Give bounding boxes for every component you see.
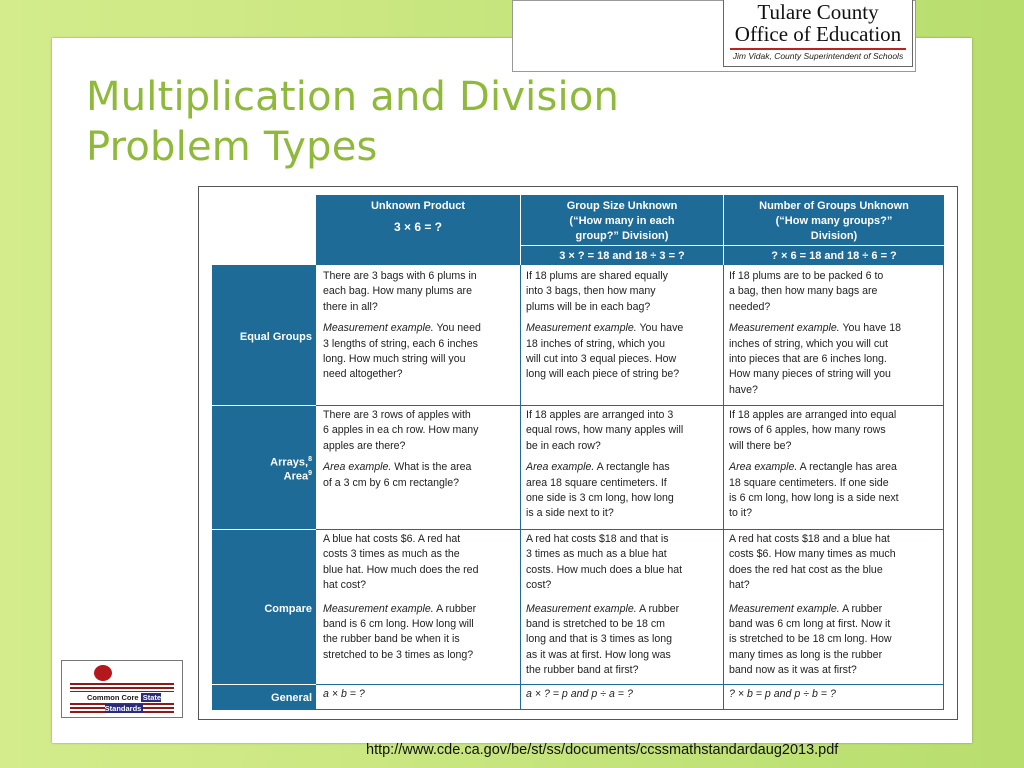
cell-line: needed? — [729, 300, 771, 313]
title-line-2: Problem Types — [86, 124, 378, 170]
row-label-general: General — [271, 692, 312, 704]
cell-line: apples are there? — [323, 439, 406, 452]
cell-arrays-number-of-groups — [729, 408, 941, 522]
cell-line: How many pieces of string will you — [729, 368, 891, 381]
cell-line: into pieces that are 6 inches long. — [729, 353, 887, 366]
cell-line: If 18 apples are arranged into equal — [729, 409, 897, 421]
cell-line: hat cost? — [323, 579, 366, 592]
state-standards-label: State Standards — [104, 693, 162, 713]
cell-line: does the red hat cost as the blue — [729, 563, 883, 576]
cell-equal-groups-product — [323, 269, 519, 383]
header-unknown-product — [316, 195, 520, 265]
cell-arrays-group-size — [526, 408, 722, 522]
footnote-8: 8 — [308, 456, 312, 463]
cell-line: of a 3 cm by 6 cm rectangle? — [323, 476, 460, 489]
cell-line: There are 3 rows of apples with — [323, 409, 471, 421]
column-divider — [520, 265, 521, 710]
cell-line: is a side next to it? — [526, 507, 614, 520]
cell-line: 3 times as much as a blue hat — [526, 548, 667, 561]
cell-line: A rubber — [436, 602, 477, 615]
cell-line: 18 square centimeters. If one side — [729, 476, 889, 489]
cell-line: is 6 cm long, how long is a side next — [729, 492, 899, 505]
table-header — [316, 195, 944, 265]
cell-line: is stretched to be 18 cm long. How — [729, 633, 892, 646]
measurement-lead: Measurement example. — [729, 322, 840, 335]
cell-line: cost? — [526, 579, 552, 592]
header-equation: 3 × 6 = ? — [393, 220, 443, 234]
cell-line: a bag, then how many bags are — [729, 285, 878, 298]
cell-compare-product — [323, 532, 519, 663]
cell-compare-number-of-groups — [729, 532, 941, 679]
logo-superintendent: Jim Vidak, County Superintendent of Schools — [732, 51, 904, 61]
cell-line: A rubber — [639, 602, 680, 615]
header-number-of-groups-unknown — [724, 195, 944, 265]
cell-line: A rectangle has — [596, 461, 670, 474]
cell-line: A blue hat costs $6. A red hat — [323, 533, 461, 545]
row-divider — [212, 405, 316, 406]
cell-line: will cut into 3 equal pieces. How — [526, 353, 677, 366]
measurement-lead: Measurement example. — [526, 322, 637, 335]
source-url[interactable]: http://www.cde.ca.gov/be/st/ss/documents/ccssmathstandardaug2013.pdf — [366, 742, 839, 758]
header-title: Number of Groups Unknown — [759, 200, 909, 212]
cell-general-product: a × b = ? — [323, 688, 365, 700]
cell-line: the rubber band at first? — [526, 664, 639, 677]
cell-line: there in all? — [323, 300, 378, 313]
cell-line: long will each piece of string be? — [526, 368, 680, 381]
cell-line: You have — [639, 322, 684, 335]
cell-line: If 18 apples are arranged into 3 — [526, 409, 674, 421]
cell-line: What is the area — [394, 461, 472, 474]
header-subtitle: (“How many in each — [569, 215, 675, 227]
cell-line: be in each row? — [526, 439, 601, 452]
header-title: Group Size Unknown — [566, 200, 678, 212]
cell-line: band is stretched to be 18 cm — [526, 618, 665, 631]
header-group-size-unknown — [521, 195, 723, 265]
header-subtitle: (“How many groups?” — [775, 215, 893, 227]
cell-line: to it? — [729, 507, 752, 520]
cell-line: need altogether? — [323, 368, 403, 381]
logo-box — [512, 0, 916, 72]
header-equation: ? × 6 = 18 and 18 ÷ 6 = ? — [771, 250, 897, 262]
table-body — [316, 265, 944, 710]
cell-line: 6 apples in ea ch row. How many — [323, 424, 479, 437]
logo-office: Office of Education — [734, 22, 902, 46]
cell-line: long and that is 3 times as long — [526, 633, 673, 646]
cell-line: band now as it was at first? — [729, 664, 857, 677]
cell-line: long. How much string will you — [323, 353, 466, 366]
logo-name: Tulare County — [757, 0, 879, 24]
cell-line: costs 3 times as much as the — [323, 548, 460, 561]
cell-line: costs. How much does a blue hat — [526, 563, 683, 576]
area-lead: Area example. — [323, 461, 392, 474]
cell-line: have? — [729, 383, 758, 396]
cell-line: A red hat costs $18 and that is — [526, 533, 669, 545]
cell-line: If 18 plums are shared equally — [526, 270, 668, 282]
cell-line: will there be? — [729, 439, 792, 452]
area-lead: Area example. — [526, 461, 595, 474]
measurement-lead: Measurement example. — [323, 322, 434, 335]
header-title: Unknown Product — [370, 200, 466, 212]
cell-line: one side is 3 cm long, how long — [526, 492, 674, 505]
label-area: Area — [283, 470, 309, 483]
header-subtitle: group?” Division) — [575, 230, 669, 242]
column-divider — [723, 265, 724, 710]
cell-line: You have 18 — [842, 322, 901, 335]
row-label-column — [212, 265, 316, 710]
cell-line: each bag. How many plums are — [323, 285, 472, 298]
row-divider — [212, 684, 316, 685]
cell-line: If 18 plums are to be packed 6 to — [729, 270, 884, 282]
cell-line: hat? — [729, 579, 750, 592]
apple-icon — [94, 665, 112, 681]
cell-line: band was 6 cm long at first. Now it — [729, 618, 891, 631]
title-line-1: Multiplication and Division — [86, 74, 620, 120]
header-equation-divider — [520, 245, 944, 246]
common-core-label: Common Core — [86, 693, 139, 702]
cell-line: There are 3 bags with 6 plums in — [323, 270, 477, 282]
common-core-logo — [61, 660, 183, 718]
cell-line: A rubber — [842, 602, 883, 615]
cell-line: A rectangle has area — [799, 461, 897, 474]
cell-line: equal rows, how many apples will — [526, 424, 684, 437]
cell-general-number-of-groups: ? × b = p and p ÷ b = ? — [729, 688, 836, 700]
measurement-lead: Measurement example. — [323, 602, 434, 615]
cell-line: into 3 bags, then how many — [526, 285, 656, 298]
logo-rule — [730, 48, 906, 50]
cell-compare-group-size — [526, 532, 722, 679]
cell-general-group-size: a × ? = p and p ÷ a = ? — [526, 688, 633, 700]
cell-line: the rubber band be when it is — [323, 633, 460, 646]
cell-line: plums will be in each bag? — [526, 300, 651, 313]
cell-line: area 18 square centimeters. If — [526, 476, 667, 489]
cell-line: 3 lengths of string, each 6 inches — [323, 337, 478, 350]
common-core-text — [70, 692, 178, 713]
cell-line: many times as long is the rubber — [729, 648, 883, 661]
cell-line: 18 inches of string, which you — [526, 337, 665, 350]
row-label-arrays — [216, 456, 312, 469]
cell-line: A red hat costs $18 and a blue hat — [729, 533, 890, 545]
row-divider — [316, 684, 944, 685]
cell-line: stretched to be 3 times as long? — [323, 648, 474, 661]
row-divider — [316, 529, 944, 530]
footnote-9: 9 — [308, 470, 312, 477]
cell-line: inches of string, which you will cut — [729, 337, 888, 350]
row-label-area — [216, 470, 312, 483]
cell-line: costs $6. How many times as much — [729, 548, 896, 561]
cell-line: as it was at first. How long was — [526, 648, 671, 661]
tulare-county-logo — [723, 0, 913, 67]
measurement-lead: Measurement example. — [729, 602, 840, 615]
cell-equal-groups-group-size — [526, 269, 722, 383]
row-label-compare: Compare — [264, 603, 312, 615]
cell-line: rows of 6 apples, how many rows — [729, 424, 886, 437]
row-label-equal-groups: Equal Groups — [239, 331, 312, 343]
cell-arrays-product — [323, 408, 519, 491]
header-equation: 3 × ? = 18 and 18 ÷ 3 = ? — [559, 250, 685, 262]
cell-line: band is 6 cm long. How long will — [323, 618, 474, 631]
row-divider — [212, 529, 316, 530]
cell-equal-groups-number-of-groups — [729, 269, 941, 398]
row-divider — [316, 405, 944, 406]
slide-title — [86, 72, 726, 172]
cell-line: You need — [436, 322, 481, 335]
area-lead: Area example. — [729, 461, 798, 474]
label-arrays: Arrays, — [270, 456, 309, 469]
header-subtitle: Division) — [810, 230, 858, 242]
measurement-lead: Measurement example. — [526, 602, 637, 615]
cell-line: blue hat. How much does the red — [323, 563, 479, 576]
